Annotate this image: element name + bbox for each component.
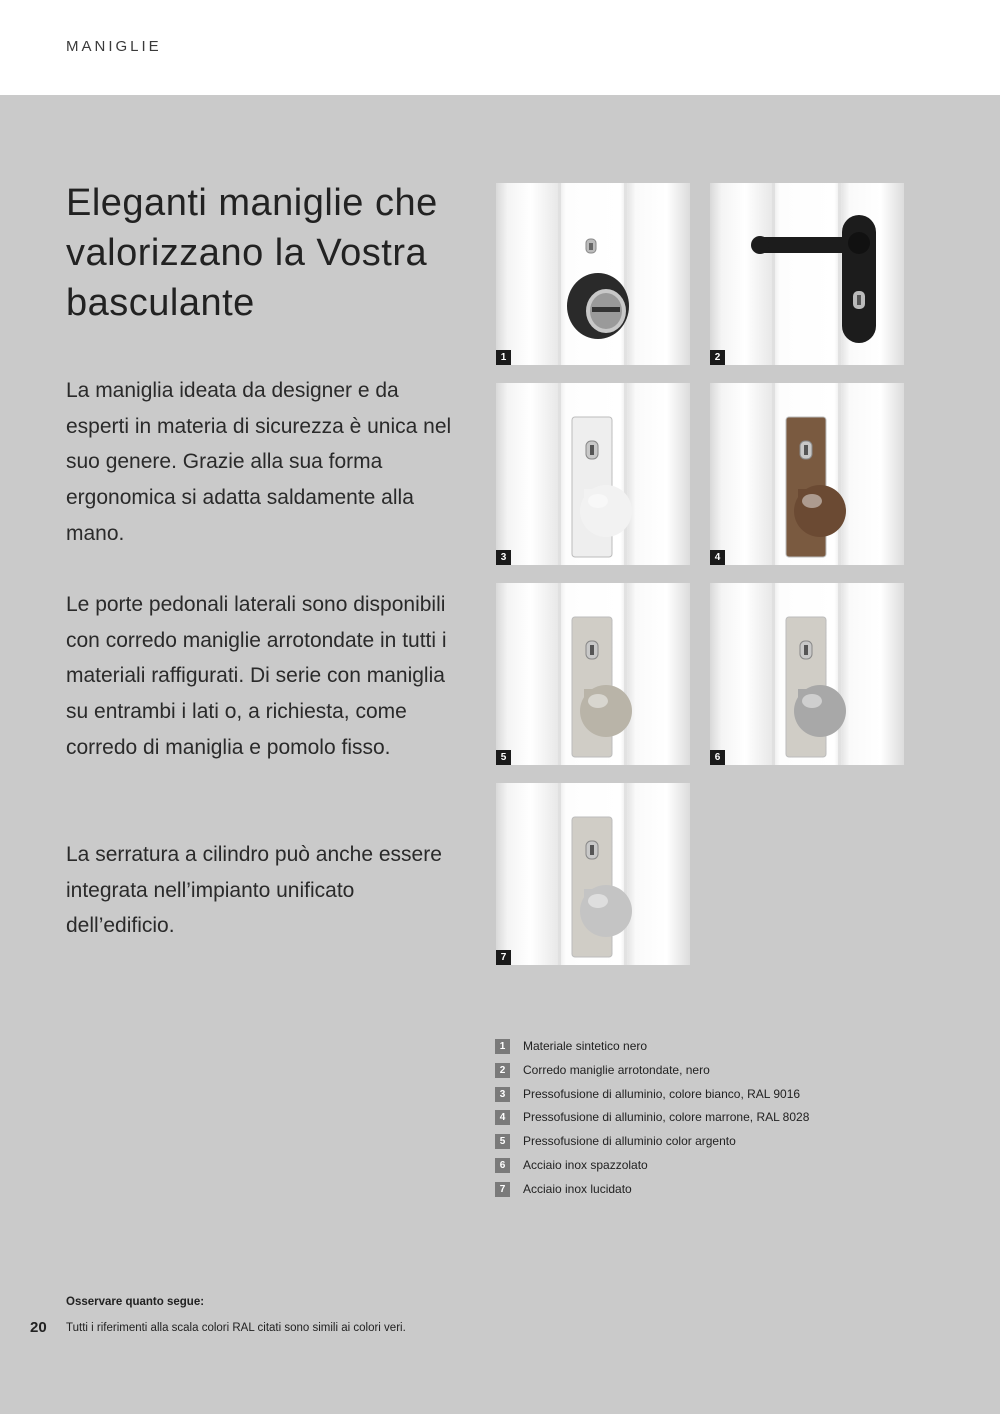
legend-number: 1	[495, 1039, 510, 1054]
legend-number: 6	[495, 1158, 510, 1173]
legend-list	[495, 1038, 935, 1205]
handle-illustration	[496, 183, 690, 365]
photo-number-badge: 4	[710, 550, 725, 565]
handle-photo-3	[496, 383, 690, 565]
legend-number: 3	[495, 1087, 510, 1102]
legend-text: Materiale sintetico nero	[523, 1039, 648, 1053]
photo-number-badge: 3	[496, 550, 511, 565]
legend-text: Acciaio inox lucidato	[523, 1181, 632, 1196]
legend-item	[495, 1038, 935, 1062]
handle-illustration	[496, 583, 690, 765]
legend-number: 7	[495, 1182, 510, 1197]
photo-number-badge: 5	[496, 750, 511, 765]
page-header	[0, 0, 1000, 95]
legend-item	[495, 1133, 935, 1157]
body-paragraph-2: Le porte pedonali laterali sono disponibili con corredo maniglie arrotondate in tutti i materiali raffigurati. Di serie con maniglia su entrambi i lati o, a richiesta, come corredo di maniglia e pomolo fisso.	[66, 593, 447, 759]
handle-illustration	[710, 183, 904, 365]
page-number: 20	[30, 1319, 47, 1336]
legend-number: 5	[495, 1134, 510, 1149]
legend-number: 4	[495, 1110, 510, 1125]
legend-item	[495, 1086, 935, 1110]
body-paragraph-3: La serratura a cilindro può anche essere integrata nell’impianto unificato dell’edificio.	[66, 843, 442, 938]
photo-number-badge: 6	[710, 750, 725, 765]
legend-item	[495, 1157, 935, 1181]
handle-illustration	[496, 783, 690, 965]
legend-item	[495, 1062, 935, 1086]
photo-number-badge: 2	[710, 350, 725, 365]
photo-number-badge: 1	[496, 350, 511, 365]
legend-text: Pressofusione di alluminio, colore marrone, RAL 8028	[523, 1110, 810, 1125]
legend-number: 2	[495, 1063, 510, 1078]
handle-photo-4	[710, 383, 904, 565]
legend-item	[495, 1181, 935, 1205]
note-text: Tutti i riferimenti alla scala colori RAL citati sono simili ai colori veri.	[66, 1322, 406, 1334]
handle-illustration	[710, 383, 904, 565]
legend-text: Corredo maniglie arrotondate, nero	[523, 1062, 710, 1077]
legend-text: Pressofusione di alluminio, colore bianco, RAL 9016	[523, 1086, 801, 1101]
note-title: Osservare quanto segue:	[66, 1296, 205, 1308]
handle-photo-5	[496, 583, 690, 765]
legend-item	[495, 1109, 935, 1133]
section-label: MANIGLIE	[66, 38, 162, 55]
handle-photo-2	[710, 183, 904, 365]
legend-text: Pressofusione di alluminio color argento	[523, 1134, 736, 1149]
handle-illustration	[710, 583, 904, 765]
handle-photo-6	[710, 583, 904, 765]
photo-number-badge: 7	[496, 950, 511, 965]
handle-photo-1	[496, 183, 690, 365]
legend-text: Acciaio inox spazzolato	[523, 1157, 648, 1172]
handle-photo-7	[496, 783, 690, 965]
headline: Eleganti maniglie che valorizzano la Vostra basculante	[66, 182, 438, 324]
body-paragraph-1: La maniglia ideata da designer e da esperti in materia di sicurezza è unica nel suo genere. Grazie alla sua forma ergonomica si adatta saldamente alla mano.	[66, 379, 452, 545]
handle-illustration	[496, 383, 690, 565]
